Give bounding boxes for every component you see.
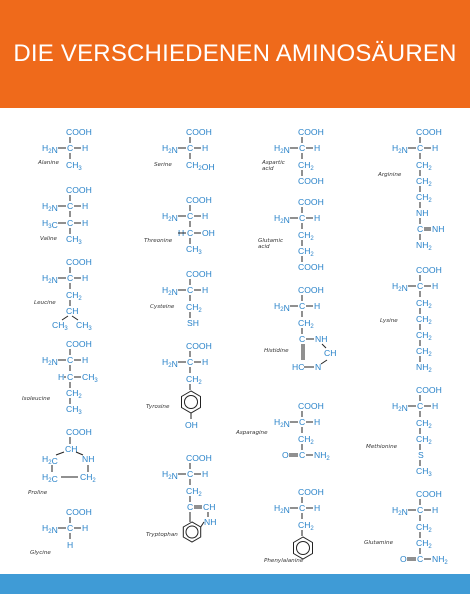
page-title: DIE VERSCHIEDENEN AMINOSÄUREN xyxy=(13,40,457,67)
alpha-carbon-label: C xyxy=(67,143,74,153)
structure-diagram xyxy=(150,340,262,430)
side-chain-label: $CH_2$ xyxy=(66,388,82,400)
alpha-carbon-label: C xyxy=(417,401,424,411)
amino-acid-grid xyxy=(0,108,470,574)
side-chain-label: $CH_2$ xyxy=(66,290,82,302)
molecule-name-aspartic: Aspartic acid xyxy=(262,160,285,173)
molecule-name-isoleucine: Isoleucine xyxy=(22,396,51,402)
hydrogen-label: H xyxy=(432,401,439,411)
structure-diagram xyxy=(380,488,470,578)
structure-diagram xyxy=(30,338,142,428)
n-label: N xyxy=(315,362,322,372)
cooh-label: COOH xyxy=(298,487,324,497)
side-chain-label: $CH_2$ xyxy=(416,330,432,342)
alpha-carbon-label: C xyxy=(187,469,194,479)
side-chain-label: $CH_2$ xyxy=(416,176,432,188)
side-carbon-label: C xyxy=(187,502,194,512)
structure-diagram xyxy=(262,284,374,374)
molecule-name-valine: Valine xyxy=(40,236,57,242)
hydroxyl-label: OH xyxy=(185,420,198,430)
header-banner xyxy=(0,0,470,108)
side-chain-label: $CH_3$ xyxy=(66,404,82,416)
alpha-carbon-label: C xyxy=(299,503,306,513)
amine-label: $H_2N$ xyxy=(162,285,178,297)
cooh-label: COOH xyxy=(298,285,324,295)
side-chain-label: CH xyxy=(203,502,216,512)
side-carbon-label: C xyxy=(299,450,306,460)
molecule-name-arginine: Arginine xyxy=(378,172,402,178)
side-carbon-label: C xyxy=(299,334,306,344)
side-label-left: H xyxy=(178,228,185,238)
side-chain-label: $CH_2$ xyxy=(298,160,314,172)
molecule-methionine xyxy=(380,384,470,478)
hydrogen-label: H xyxy=(314,301,321,311)
alpha-carbon-label: C xyxy=(299,417,306,427)
side-carbon-label: C xyxy=(67,372,74,382)
cooh-label: COOH xyxy=(186,195,212,205)
side-chain-label: $CH_2$ xyxy=(416,192,432,204)
structure-diagram xyxy=(30,426,142,516)
alpha-carbon-label: C xyxy=(187,357,194,367)
hydrogen-label: H xyxy=(82,201,89,211)
cooh-label: COOH xyxy=(298,127,324,137)
alpha-carbon-label: C xyxy=(299,301,306,311)
hydrogen-label: H xyxy=(432,281,439,291)
side-chain-label: $CH_2$ xyxy=(416,346,432,358)
molecule-cysteine xyxy=(150,268,262,336)
side-chain-label: $CH_2OH$ xyxy=(186,160,215,172)
molecule-arginine xyxy=(380,126,470,252)
amine-label: $H_2N$ xyxy=(42,273,58,285)
side-chain-label: $CH_2$ xyxy=(416,418,432,430)
molecule-name-histidine: Histidine xyxy=(264,348,289,354)
hc-label: HC xyxy=(292,362,305,372)
side-chain-label: $NH_2$ xyxy=(416,240,432,252)
hydrogen-label: H xyxy=(202,469,209,479)
cooh-label: COOH xyxy=(66,257,92,267)
amine-label: $H_2N$ xyxy=(392,143,408,155)
side-chain-label: SH xyxy=(187,318,199,328)
bond xyxy=(321,360,327,364)
amine-label: $H_2N$ xyxy=(274,417,290,429)
side-label-right: $CH_3$ xyxy=(82,372,98,384)
molecule-name-asparagine: Asparagine xyxy=(236,430,268,436)
side-carbon-label: C xyxy=(417,554,424,564)
side-chain-label: $CH_2$ xyxy=(416,434,432,446)
side-chain-label: $NH_2$ xyxy=(314,450,330,462)
molecule-name-proline: Proline xyxy=(28,490,48,496)
h2c-label: $H_2C$ xyxy=(42,472,58,484)
molecule-glycine xyxy=(30,506,142,574)
hydrogen-label: H xyxy=(202,357,209,367)
cooh-label: COOH xyxy=(298,401,324,411)
alpha-carbon-label: C xyxy=(417,143,424,153)
hydrogen-label: H xyxy=(82,273,89,283)
molecule-name-serine: Serine xyxy=(154,162,172,168)
side-chain-label: C xyxy=(417,224,424,234)
molecule-serine xyxy=(150,126,262,194)
structure-diagram xyxy=(380,384,470,478)
molecule-name-tyrosine: Tyrosine xyxy=(146,404,170,410)
side-chain-label: $CH_3$ xyxy=(186,244,202,256)
structure-diagram xyxy=(150,452,262,542)
side-chain-label: $CH_2$ xyxy=(416,298,432,310)
side-chain-label: $CH_3$ xyxy=(66,234,82,246)
side-chain-label: $CH_2$ xyxy=(416,160,432,172)
amine-label: $H_2N$ xyxy=(274,301,290,313)
amine-label: $H_2N$ xyxy=(392,401,408,413)
hydrogen-label: H xyxy=(314,143,321,153)
ch2-label: $CH_2$ xyxy=(80,472,96,484)
amine-label: $H_2N$ xyxy=(162,211,178,223)
cooh-label: COOH xyxy=(66,127,92,137)
alpha-carbon-label: C xyxy=(67,523,74,533)
alpha-carbon-label: C xyxy=(417,505,424,515)
side-chain-label: $CH_2$ xyxy=(416,522,432,534)
side-chain-label: NH xyxy=(432,224,445,234)
cooh-label: COOH xyxy=(298,197,324,207)
amine-label: $H_2N$ xyxy=(274,143,290,155)
side-chain-label: $CH_2$ xyxy=(416,314,432,326)
side-chain-label: $CH_2$ xyxy=(186,374,202,386)
molecule-name-alanine: Alanine xyxy=(38,160,59,166)
molecule-name-glutamine: Glutamine xyxy=(364,540,394,546)
side-label-right: OH xyxy=(202,228,215,238)
alpha-carbon-label: C xyxy=(417,281,424,291)
side-chain-label: $CH_2$ xyxy=(186,486,202,498)
cooh-label: COOH xyxy=(416,489,442,499)
molecule-name-glycine: Glycine xyxy=(30,550,51,556)
hydrogen-label: H xyxy=(202,143,209,153)
structure-diagram xyxy=(380,264,470,374)
side-chain-label: $CH_2$ xyxy=(298,520,314,532)
amine-label: $H_2N$ xyxy=(162,143,178,155)
nh-label: NH xyxy=(315,334,328,344)
ch-label: CH xyxy=(65,444,78,454)
molecule-name-tryptophan: Tryptophan xyxy=(146,532,178,538)
structure-diagram xyxy=(380,126,470,252)
alpha-carbon-label: C xyxy=(67,273,74,283)
cooh-label: COOH xyxy=(66,427,92,437)
amine-label: $H_2N$ xyxy=(42,143,58,155)
side-chain-label: $CH_3$ xyxy=(66,160,82,172)
cooh-label: COOH xyxy=(186,453,212,463)
side-chain-label: COOH xyxy=(298,176,324,186)
footer-bar xyxy=(0,574,470,594)
cooh-label: COOH xyxy=(66,507,92,517)
cooh-label: COOH xyxy=(66,185,92,195)
hydrogen-label: H xyxy=(314,213,321,223)
molecule-tryptophan xyxy=(150,452,262,527)
cooh-label: COOH xyxy=(186,341,212,351)
alpha-carbon-label: C xyxy=(187,285,194,295)
alpha-carbon-label: C xyxy=(299,143,306,153)
molecule-leucine xyxy=(30,256,142,332)
side-chain-label: $CH_3$ xyxy=(416,466,432,478)
alpha-carbon-label: C xyxy=(67,355,74,365)
amine-label: $H_2N$ xyxy=(392,505,408,517)
amine-label: $H_2N$ xyxy=(42,355,58,367)
alpha-carbon-label: C xyxy=(187,211,194,221)
side-chain-label: $CH_2$ xyxy=(298,318,314,330)
cooh-label: COOH xyxy=(416,265,442,275)
molecule-glutamine xyxy=(380,488,470,566)
molecule-asparagine xyxy=(262,400,374,468)
nh-label: NH xyxy=(82,454,95,464)
side-label-right: H xyxy=(82,218,89,228)
aromatic-circle xyxy=(185,396,198,409)
amine-label: $H_2N$ xyxy=(42,201,58,213)
hydrogen-label: H xyxy=(432,143,439,153)
alpha-carbon-label: C xyxy=(299,213,306,223)
hydrogen-label: H xyxy=(314,503,321,513)
h2c-label: $H_2C$ xyxy=(42,454,58,466)
hydrogen-label: H xyxy=(82,523,89,533)
amine-label: $H_2N$ xyxy=(42,523,58,535)
aromatic-circle xyxy=(186,526,198,538)
side-chain-label: NH xyxy=(416,208,429,218)
side-chain-label: $NH_2$ xyxy=(416,362,432,374)
aromatic-circle xyxy=(297,542,310,555)
molecule-glutamic xyxy=(262,196,374,272)
side-chain-label: COOH xyxy=(298,262,324,272)
molecule-name-leucine: Leucine xyxy=(34,300,56,306)
molecule-phenylalanine xyxy=(262,486,374,554)
hydrogen-label: H xyxy=(82,143,89,153)
amine-label: $H_2N$ xyxy=(392,281,408,293)
molecule-name-cysteine: Cysteine xyxy=(150,304,175,310)
side-label-left: $H_3C$ xyxy=(42,218,58,230)
ch-label: CH xyxy=(324,348,337,358)
side-carbon-label: C xyxy=(187,228,194,238)
side-chain-label: $CH_2$ xyxy=(186,302,202,314)
alpha-carbon-label: C xyxy=(187,143,194,153)
hydrogen-label: H xyxy=(202,285,209,295)
side-chain-label: S xyxy=(418,450,424,460)
amine-label: $H_2N$ xyxy=(162,469,178,481)
alpha-carbon-label: C xyxy=(67,201,74,211)
side-chain-label: $CH_2$ xyxy=(298,434,314,446)
amine-label: $H_2N$ xyxy=(274,213,290,225)
molecule-tyrosine xyxy=(150,340,262,430)
cooh-label: COOH xyxy=(416,385,442,395)
side-chain-label: $CH_2$ xyxy=(416,538,432,550)
molecule-name-threonine: Threonine xyxy=(144,238,173,244)
side-chain-label: $CH_3$ xyxy=(52,320,68,332)
molecule-name-methionine: Methionine xyxy=(366,444,398,450)
hydrogen-label: H xyxy=(202,211,209,221)
hydrogen-label: H xyxy=(432,505,439,515)
cooh-label: COOH xyxy=(186,269,212,279)
amine-label: $H_2N$ xyxy=(274,503,290,515)
side-chain-label: $CH_2$ xyxy=(298,230,314,242)
oxygen-label: O xyxy=(400,554,407,564)
side-chain-label: $NH_2$ xyxy=(432,554,448,566)
hydrogen-label: H xyxy=(82,355,89,365)
side-chain-label: H xyxy=(67,540,74,550)
cooh-label: COOH xyxy=(186,127,212,137)
side-chain-label: CH xyxy=(66,306,79,316)
amine-label: $H_2N$ xyxy=(162,357,178,369)
cooh-label: COOH xyxy=(416,127,442,137)
molecule-proline xyxy=(30,426,142,494)
molecule-name-phenylalanine: Phenylalanine xyxy=(264,558,304,564)
bond xyxy=(56,452,64,455)
side-label-left: H xyxy=(58,372,65,382)
side-carbon-label: C xyxy=(67,218,74,228)
molecule-name-lysine: Lysine xyxy=(380,318,398,324)
molecule-name-glutamic: Glutamic acid xyxy=(258,238,284,251)
nh-label: NH xyxy=(204,517,217,527)
side-chain-label: $CH_3$ xyxy=(76,320,92,332)
structure-diagram xyxy=(262,400,374,490)
side-chain-label: $CH_2$ xyxy=(298,246,314,258)
cooh-label: COOH xyxy=(66,339,92,349)
hydrogen-label: H xyxy=(314,417,321,427)
molecule-histidine xyxy=(262,284,374,372)
molecule-threonine xyxy=(150,194,262,262)
oxygen-label: O xyxy=(282,450,289,460)
